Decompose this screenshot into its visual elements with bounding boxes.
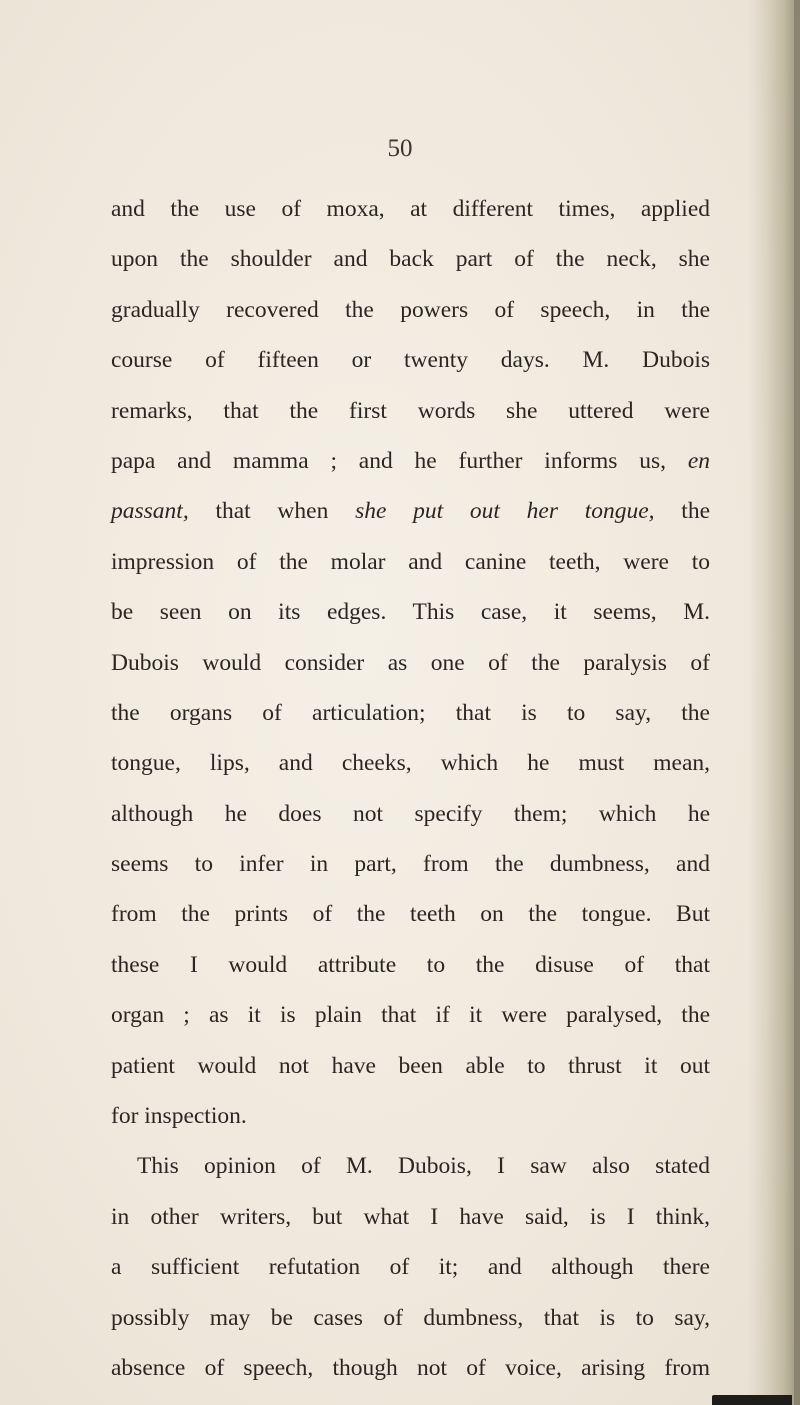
text-line: these I would attribute to the disuse of that xyxy=(111,951,710,978)
corner-ink-mark xyxy=(712,1395,792,1405)
text-line: the organs of articulation; that is to say, the xyxy=(111,699,710,726)
text-line: patient would not have been able to thrust it out xyxy=(111,1052,710,1079)
text-line: possibly may be cases of dumbness, that is to say, xyxy=(111,1304,710,1331)
text-line: from the prints of the teeth on the tongue. But xyxy=(111,901,710,928)
text-line: Dubois would consider as one of the paralysis of xyxy=(111,649,710,676)
text-run: the xyxy=(654,498,711,525)
page-number: 50 xyxy=(387,135,413,162)
italic-run: en xyxy=(687,447,710,474)
text-line: for inspection. xyxy=(111,1103,247,1130)
text-line: gradually recovered the powers of speech, in the xyxy=(111,296,710,323)
text-line xyxy=(111,486,710,536)
text-line xyxy=(111,436,710,486)
text-line: in other writers, but what I have said, is I think, xyxy=(111,1203,710,1230)
text-line: course of fifteen or twenty days. M. Dubois xyxy=(111,347,710,374)
text-line: seems to infer in part, from the dumbness, and xyxy=(111,851,710,878)
page-binding-edge xyxy=(794,0,800,1405)
page-gutter-shadow xyxy=(748,0,800,1405)
text-line: tongue, lips, and cheeks, which he must mean, xyxy=(111,750,710,777)
text-line: organ ; as it is plain that if it were paralysed, the xyxy=(111,1002,710,1029)
text-line: impression of the molar and canine teeth, were to xyxy=(111,548,710,575)
text-line: a sufficient refutation of it; and although there xyxy=(111,1254,710,1281)
text-run: that when xyxy=(188,498,356,525)
text-line: although he does not specify them; which he xyxy=(111,800,710,827)
body-text xyxy=(111,184,710,1393)
text-line: This opinion of M. Dubois, I saw also stated xyxy=(137,1153,710,1180)
text-line: upon the shoulder and back part of the neck, she xyxy=(111,246,710,273)
italic-run: passant, xyxy=(111,498,189,525)
text-line: absence of speech, though not of voice, arising from xyxy=(111,1354,710,1381)
text-line: and the use of moxa, at different times, applied xyxy=(111,196,710,222)
italic-run: she put out her tongue, xyxy=(355,498,655,525)
text-line: be seen on its edges. This case, it seems, M. xyxy=(111,599,710,626)
text-run: papa and mamma ; and he further informs us, xyxy=(111,447,688,474)
text-line: remarks, that the first words she uttered were xyxy=(111,397,710,424)
